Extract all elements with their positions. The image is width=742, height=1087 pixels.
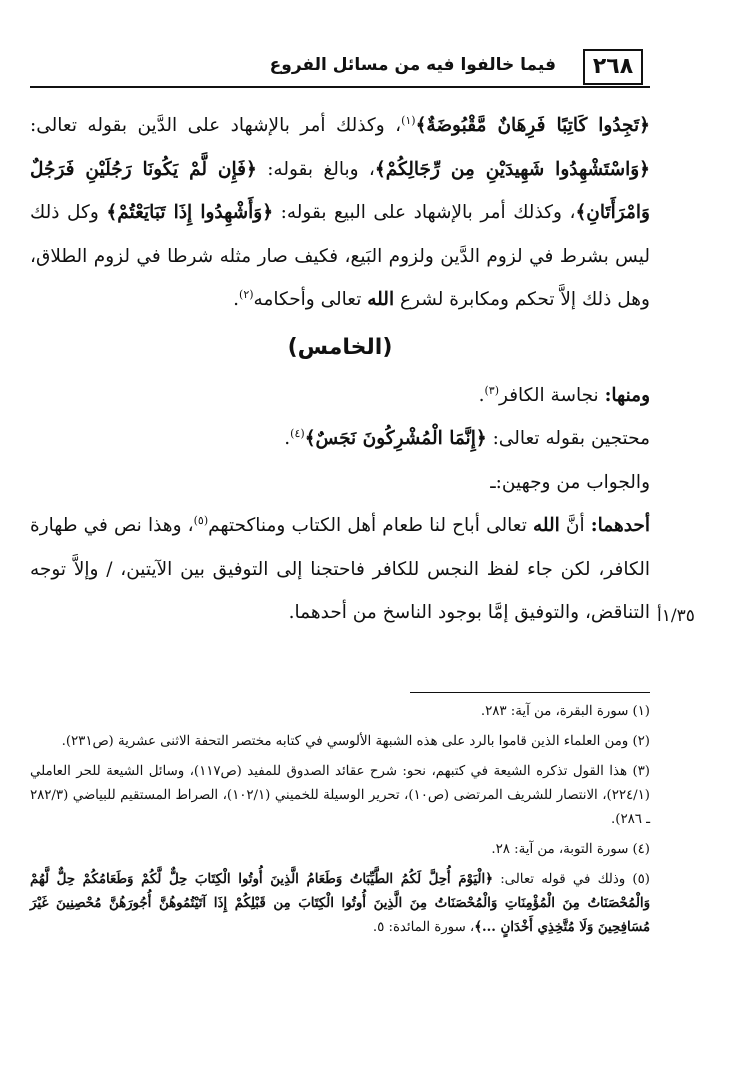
text-run: ، وكذلك أمر بالإشهاد على البيع بقوله: bbox=[273, 202, 576, 223]
quran-quote: ﴿إِنَّمَا الْمُشْرِكُونَ نَجَسٌ﴾ bbox=[304, 428, 487, 449]
quran-quote: ﴿فَإِن لَّمْ يَكُونَا رَجُلَيْنِ فَرَجُلٌ وَامْرَأَتَانِ﴾ bbox=[30, 158, 650, 223]
footnote-rule bbox=[410, 692, 650, 693]
text-run: (٥) وذلك في قوله تعالى: bbox=[492, 872, 650, 887]
footnotes bbox=[30, 700, 650, 946]
text-run: ، وكذلك أمر بالإشهاد على الدَّين بقوله تعالى: bbox=[30, 115, 402, 136]
text-run: تعالى وأحكامه bbox=[253, 289, 368, 310]
footnote-5 bbox=[30, 868, 650, 940]
lead-word: أحدهما: bbox=[590, 515, 650, 536]
footnote-ref[interactable]: (٤) bbox=[290, 426, 305, 440]
footnote-ref[interactable]: (٢) bbox=[239, 287, 254, 301]
text-run: ، سورة المائدة: ٥. bbox=[372, 920, 475, 935]
paragraph-3 bbox=[30, 417, 650, 461]
text-run: . bbox=[233, 289, 240, 310]
section-heading: (الخامس) bbox=[287, 334, 393, 360]
text-run: وكل ذلك ليس بشرط في لزوم الدَّين ولزوم البَيع، فكيف صار مثله شرطا في لزوم الطلاق، وهل ذلك إلاَّ تحكم ومكابرة لشرع bbox=[30, 202, 650, 310]
text-run: ، وهذا نص في طهارة الكافر، لكن جاء لفظ النجس للكافر فاحتجنا إلى التوفيق بين الآيتين، / وإلاَّ توجه التناقض، والتوفيق إمَّا بوجود الناسخ من أحدهما. bbox=[30, 515, 650, 623]
text-run: . bbox=[478, 384, 485, 406]
main-text bbox=[30, 104, 650, 635]
manuscript-folio-note: ١/٣٥أ bbox=[657, 606, 695, 626]
lead-word: ومنها: bbox=[604, 384, 650, 406]
footnote-ref[interactable]: (٥) bbox=[193, 513, 209, 527]
running-title: فيما خالفوا فيه من مسائل الفروع bbox=[269, 55, 556, 75]
footnote-1: (١) سورة البقرة، من آية: ٢٨٣. bbox=[480, 704, 650, 719]
text-run: ، وبالغ بقوله: bbox=[256, 158, 375, 180]
text-run: أنَّ bbox=[559, 515, 591, 536]
footnote-3: (٣) هذا القول تذكره الشيعة في كتبهم، نحو: شرح عقائد الصدوق للمفيد (ص١١٧)، وسائل الشيعة للحر العاملي (٢٢٤/١)، الانتصار للشريف المرتضى (ص١٠)، تحرير الوسيلة للخميني (١٠٢/١)، الصراط المستقيم للبياضي (٢٨٢/٣ ـ ٢٨٦). bbox=[30, 764, 650, 827]
text-run: . bbox=[284, 428, 291, 449]
text-run: نجاسة الكافر bbox=[498, 384, 605, 406]
quran-quote: ﴿وَاسْتَشْهِدُوا شَهِيدَيْنِ مِن رِّجَالِكُمْ﴾ bbox=[374, 158, 650, 180]
page-number: ٢٦٨ bbox=[583, 49, 643, 85]
paragraph-4: والجواب من وجهين:ـ bbox=[490, 471, 650, 493]
footnote-4: (٤) سورة التوبة، من آية: ٢٨. bbox=[491, 842, 650, 857]
quran-quote: ﴿وَأَشْهِدُوا إِذَا تَبَايَعْتُمْ﴾ bbox=[106, 202, 274, 223]
paragraph-1 bbox=[30, 104, 650, 322]
footnote-ref[interactable]: (٣) bbox=[484, 383, 499, 397]
quran-quote: ﴿تَجِدُوا كَاتِبًا فَرِهَانٌ مَّقْبُوضَةٌ﴾ bbox=[415, 115, 650, 136]
footnote-2: (٢) ومن العلماء الذين قاموا بالرد على هذه الشبهة الألوسي في كتابه مختصر التحفة الاثنى عشرية (ص٢٣١). bbox=[61, 734, 650, 749]
text-run: محتجين بقوله تعالى: bbox=[486, 428, 650, 449]
text-run: تعالى أباح لنا طعام أهل الكتاب ومناكحتهم bbox=[208, 515, 533, 536]
quran-quote: ﴿الْيَوْمَ أُحِلَّ لَكُمُ الطَّيِّبَاتُ وَطَعَامُ الَّذِينَ أُوتُوا الْكِتَابَ حِلٌّ لَّكُمْ وَطَعَامُكُمْ حِلٌّ لَّهُمْ وَالْمُحْصَنَاتُ مِنَ الْمُؤْمِنَاتِ وَالْمُحْصَنَاتُ مِنَ الَّذِينَ أُوتُوا الْكِتَابَ مِن قَبْلِكُمْ إِذَا آتَيْتُمُوهُنَّ أُجُورَهُنَّ مُحْصِنِينَ غَيْرَ مُسَافِحِينَ وَلَا مُتَّخِذِي أَخْدَانٍ ...﴾ bbox=[30, 872, 650, 935]
paragraph-2 bbox=[30, 374, 650, 418]
paragraph-5 bbox=[30, 504, 650, 635]
divine-name: الله bbox=[532, 515, 560, 536]
divine-name: الله bbox=[367, 289, 395, 310]
header-rule bbox=[30, 86, 650, 88]
footnote-ref[interactable]: (١) bbox=[401, 113, 416, 127]
